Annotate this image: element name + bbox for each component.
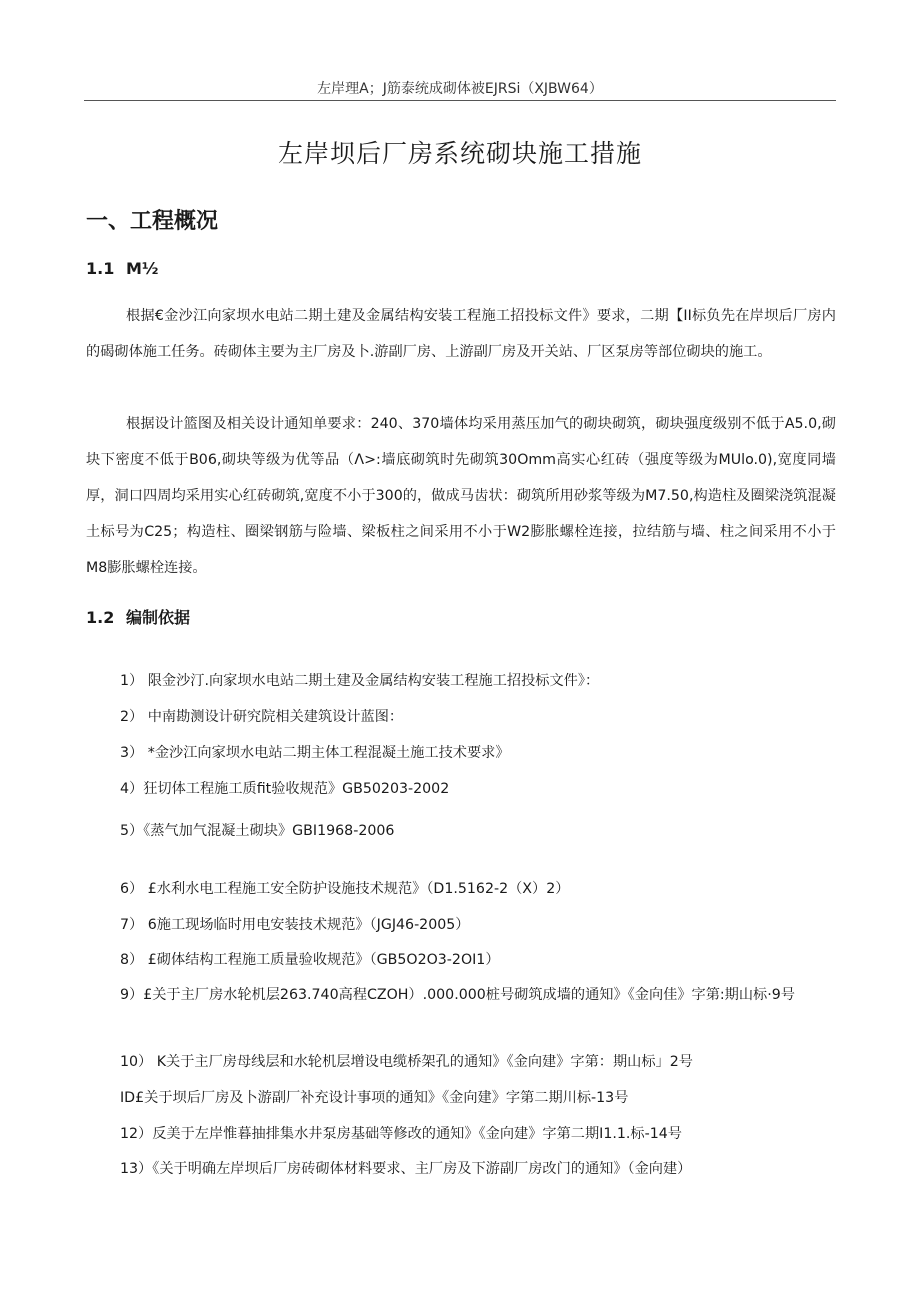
- reference-item: 1） 限金沙汀.向家坝水电站二期土建及金属结构安装工程施工招投标文件》：: [120, 673, 600, 689]
- paragraph-scope: 根据€金沙江向家坝水电站二期土建及金属结构安装工程施工招投标文件》要求，二期【II标负先在岸坝后厂房内的碣砌体施工任务。砖砌体主要为主厂房及卜.游副厂房、上游副厂房及开关站、厂区泵房等部位砌块的施工。: [86, 308, 836, 360]
- running-header: 左岸理A；J筋泰统成砌体被EJRSi（XJBW64）: [317, 81, 603, 97]
- paragraph-design-requirements: 根据设计篮图及相关设计通知单要求：240、370墙体均采用蒸压加气的砌块砌筑，砌块强度级别不低于A5.0,砌块下密度不低于B06,砌块等级为优等品（Λ>:墙底砌筑时先砌筑30Omm高实心红砖（强度等级为MUlo.0),宽度同墙厚，洞口四周均采用实心红砖砌筑,宽度不小于300的，做成马齿状：砌筑所用砂浆等级为M7.50,构造柱及圈梁浇筑混凝土标号为C25；构造柱、圈梁钢筋与险墙、梁板柱之间采用不小于W2膨胀螺栓连接，拉结筋与墙、柱之间采用不小于M8膨胀螺栓连接。: [86, 416, 836, 576]
- reference-item: 10） K关于主厂房母线层和水轮机层增设电缆桥架孔的通知》《金向建》字第：期山标」2号: [120, 1054, 693, 1070]
- reference-item: 8） £砌体结构工程施工质量验收规范》（GB5O2O3-2OI1）: [120, 952, 500, 968]
- reference-item: 3） *金沙江向家坝水电站二期主体工程混凝土施工技术要求》: [120, 745, 510, 761]
- reference-item: 5）《蒸气加气混凝土砌块》GBI1968-2006: [120, 823, 395, 839]
- reference-item: 12）反美于左岸惟暮抽排集水井泵房基础等修改的通知》《金向建》字第二期I1.1.标-14号: [120, 1126, 682, 1142]
- document-title: 左岸坝后厂房系统砌块施工措施: [277, 139, 642, 168]
- reference-item: 9）£关于主厂房水轮机层263.740高程CZOH）.000.000桩号砌筑成墙的通知》《金向佳》字第:期山标·9号: [120, 987, 795, 1003]
- reference-item: ID£关于坝后厂房及卜游副厂补充设计事项的通知》《金向建》字第二期川标-13号: [120, 1090, 629, 1106]
- reference-item: 6） £水利水电工程施工安全防护设施技术规范》（D1.5162-2（X）2）: [120, 881, 570, 897]
- subsection-number: 1.2: [86, 608, 115, 627]
- subsection-title: M½: [126, 259, 159, 278]
- reference-item: 4）狂切体工程施工质fit验收规范》GB50203-2002: [120, 781, 450, 797]
- subsection-title: 编制依据: [126, 608, 191, 627]
- reference-item: 13）《关于明确左岸坝后厂房砖砌体材料要求、主厂房及下游副厂房改门的通知》（金向建）: [120, 1161, 692, 1177]
- reference-item: 2） 中南勘测设计研究院相关建筑设计蓝图：: [120, 709, 404, 725]
- section-heading-overview: 一、工程概况: [86, 209, 219, 234]
- subsection-number: 1.1: [86, 259, 115, 278]
- reference-item: 7） 6施工现场临时用电安装技术规范》（JGJ46-2005）: [120, 917, 470, 933]
- subsection-heading-1-1: [86, 259, 158, 278]
- subsection-heading-1-2: [86, 605, 190, 628]
- header-divider: [84, 100, 836, 101]
